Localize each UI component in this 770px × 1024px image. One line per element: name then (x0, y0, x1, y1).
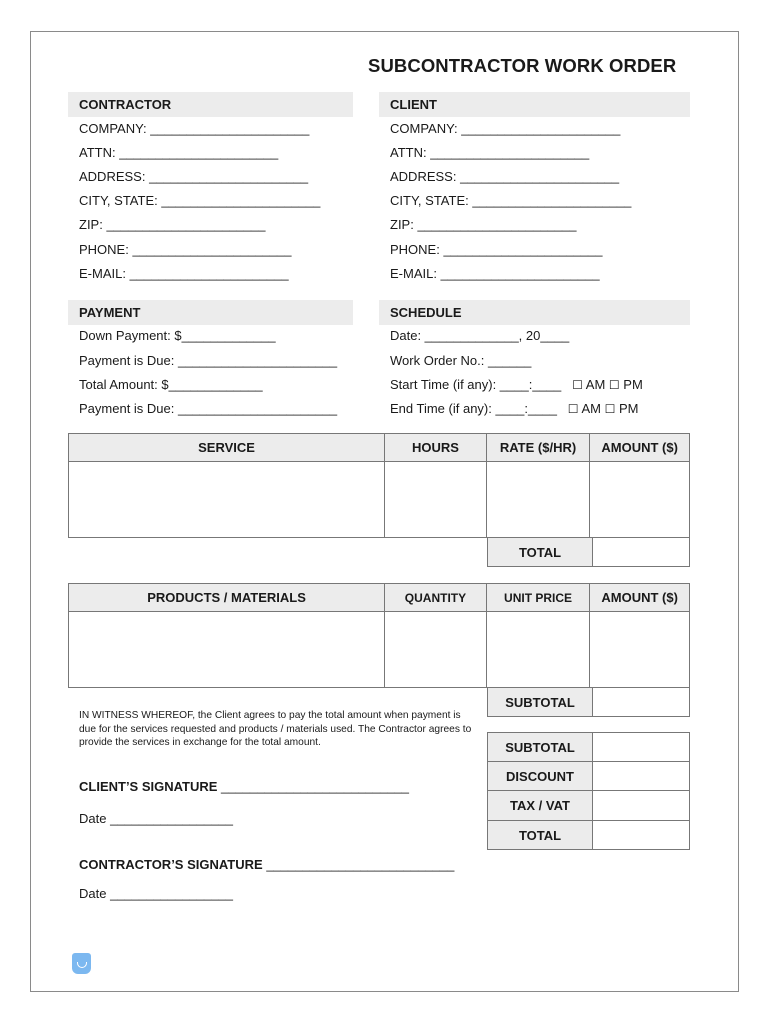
start-time-field[interactable]: Start Time (if any): ____:____ (390, 377, 562, 392)
products-subtotal-row (487, 687, 690, 717)
quantity-column-header: QUANTITY (385, 584, 487, 612)
client-zip-field[interactable]: ZIP: ______________________ (390, 217, 577, 232)
schedule-heading: SCHEDULE (379, 300, 690, 325)
start-pm-label: PM (623, 377, 643, 392)
client-signature-blank[interactable]: __________________________ (217, 779, 410, 794)
service-total-row (487, 537, 690, 567)
contractor-signature-line[interactable] (79, 857, 454, 872)
hours-column-header: HOURS (385, 434, 487, 462)
service-table (68, 433, 690, 538)
start-am-checkbox[interactable]: ☐ (572, 378, 583, 392)
summary-subtotal-label: SUBTOTAL (488, 733, 593, 761)
products-cell[interactable] (69, 612, 385, 688)
schedule-date-field[interactable]: Date: _____________, 20____ (390, 328, 570, 343)
summary-tax-row (487, 790, 690, 821)
payment-heading: PAYMENT (68, 300, 353, 325)
products-table (68, 583, 690, 688)
client-email-field[interactable]: E-MAIL: ______________________ (390, 266, 600, 281)
client-signature-line[interactable] (79, 779, 409, 794)
summary-total-row (487, 820, 690, 850)
end-pm-checkbox[interactable]: ☐ (604, 402, 616, 416)
contractor-attn-field[interactable]: ATTN: ______________________ (79, 145, 279, 160)
hours-cell[interactable] (385, 462, 487, 538)
start-pm-checkbox[interactable]: ☐ (608, 378, 620, 392)
end-time-row (390, 401, 638, 417)
document-title: SUBCONTRACTOR WORK ORDER (368, 55, 677, 76)
summary-discount-label: DISCOUNT (488, 762, 593, 790)
contractor-address-field[interactable]: ADDRESS: ______________________ (79, 169, 309, 184)
client-city-state-field[interactable]: CITY, STATE: ______________________ (390, 193, 632, 208)
contractor-signature-label: CONTRACTOR’S SIGNATURE (79, 857, 263, 872)
witness-text: IN WITNESS WHEREOF, the Client agrees to pay the total amount when payment is due for the services requested and products / materials used. The Contractor agrees to provide the services in exchange for the total amount. (79, 710, 472, 748)
unit-price-cell[interactable] (486, 612, 589, 688)
work-order-number-field[interactable]: Work Order No.: ______ (390, 353, 532, 368)
service-cell[interactable] (69, 462, 385, 538)
payment-due-field-1[interactable]: Payment is Due: ______________________ (79, 353, 338, 368)
summary-subtotal-row (487, 732, 690, 762)
end-pm-label: PM (618, 401, 639, 416)
products-column-header: PRODUCTS / MATERIALS (69, 584, 385, 612)
document-app-icon (72, 953, 91, 974)
total-amount-field[interactable]: Total Amount: $_____________ (79, 377, 263, 392)
service-column-header: SERVICE (69, 434, 385, 462)
down-payment-field[interactable]: Down Payment: $_____________ (79, 328, 276, 343)
payment-due-field-2[interactable]: Payment is Due: ______________________ (79, 401, 338, 416)
unit-price-column-header: UNIT PRICE (486, 584, 589, 612)
client-company-field[interactable]: COMPANY: ______________________ (390, 121, 621, 136)
client-phone-field[interactable]: PHONE: ______________________ (390, 242, 603, 257)
contractor-signature-blank[interactable]: __________________________ (262, 857, 455, 872)
client-signature-label: CLIENT’S SIGNATURE (79, 779, 218, 794)
service-total-label: TOTAL (488, 538, 593, 566)
client-attn-field[interactable]: ATTN: ______________________ (390, 145, 590, 160)
summary-tax-label: TAX / VAT (488, 791, 593, 820)
contractor-phone-field[interactable]: PHONE: ______________________ (79, 242, 292, 257)
client-date-field[interactable]: Date _________________ (79, 811, 233, 826)
products-amount-cell[interactable] (590, 612, 690, 688)
summary-total-label: TOTAL (488, 821, 593, 849)
rate-column-header: RATE ($/HR) (486, 434, 590, 462)
contractor-heading: CONTRACTOR (68, 92, 353, 117)
end-am-label: AM (581, 401, 601, 416)
contractor-company-field[interactable]: COMPANY: ______________________ (79, 121, 310, 136)
client-address-field[interactable]: ADDRESS: ______________________ (390, 169, 620, 184)
products-amount-column-header: AMOUNT ($) (590, 584, 690, 612)
amount-column-header: AMOUNT ($) (590, 434, 690, 462)
quantity-cell[interactable] (385, 612, 487, 688)
contractor-email-field[interactable]: E-MAIL: ______________________ (79, 266, 289, 281)
end-time-field[interactable]: End Time (if any): ____:____ (390, 401, 557, 416)
end-am-checkbox[interactable]: ☐ (567, 402, 579, 416)
products-subtotal-label: SUBTOTAL (488, 688, 593, 716)
start-am-label: AM (585, 377, 606, 392)
contractor-date-field[interactable]: Date _________________ (79, 886, 233, 901)
contractor-city-state-field[interactable]: CITY, STATE: ______________________ (79, 193, 321, 208)
amount-cell[interactable] (590, 462, 690, 538)
client-heading: CLIENT (379, 92, 690, 117)
summary-discount-row (487, 761, 690, 791)
start-time-row (390, 377, 643, 393)
rate-cell[interactable] (486, 462, 590, 538)
contractor-zip-field[interactable]: ZIP: ______________________ (79, 217, 266, 232)
